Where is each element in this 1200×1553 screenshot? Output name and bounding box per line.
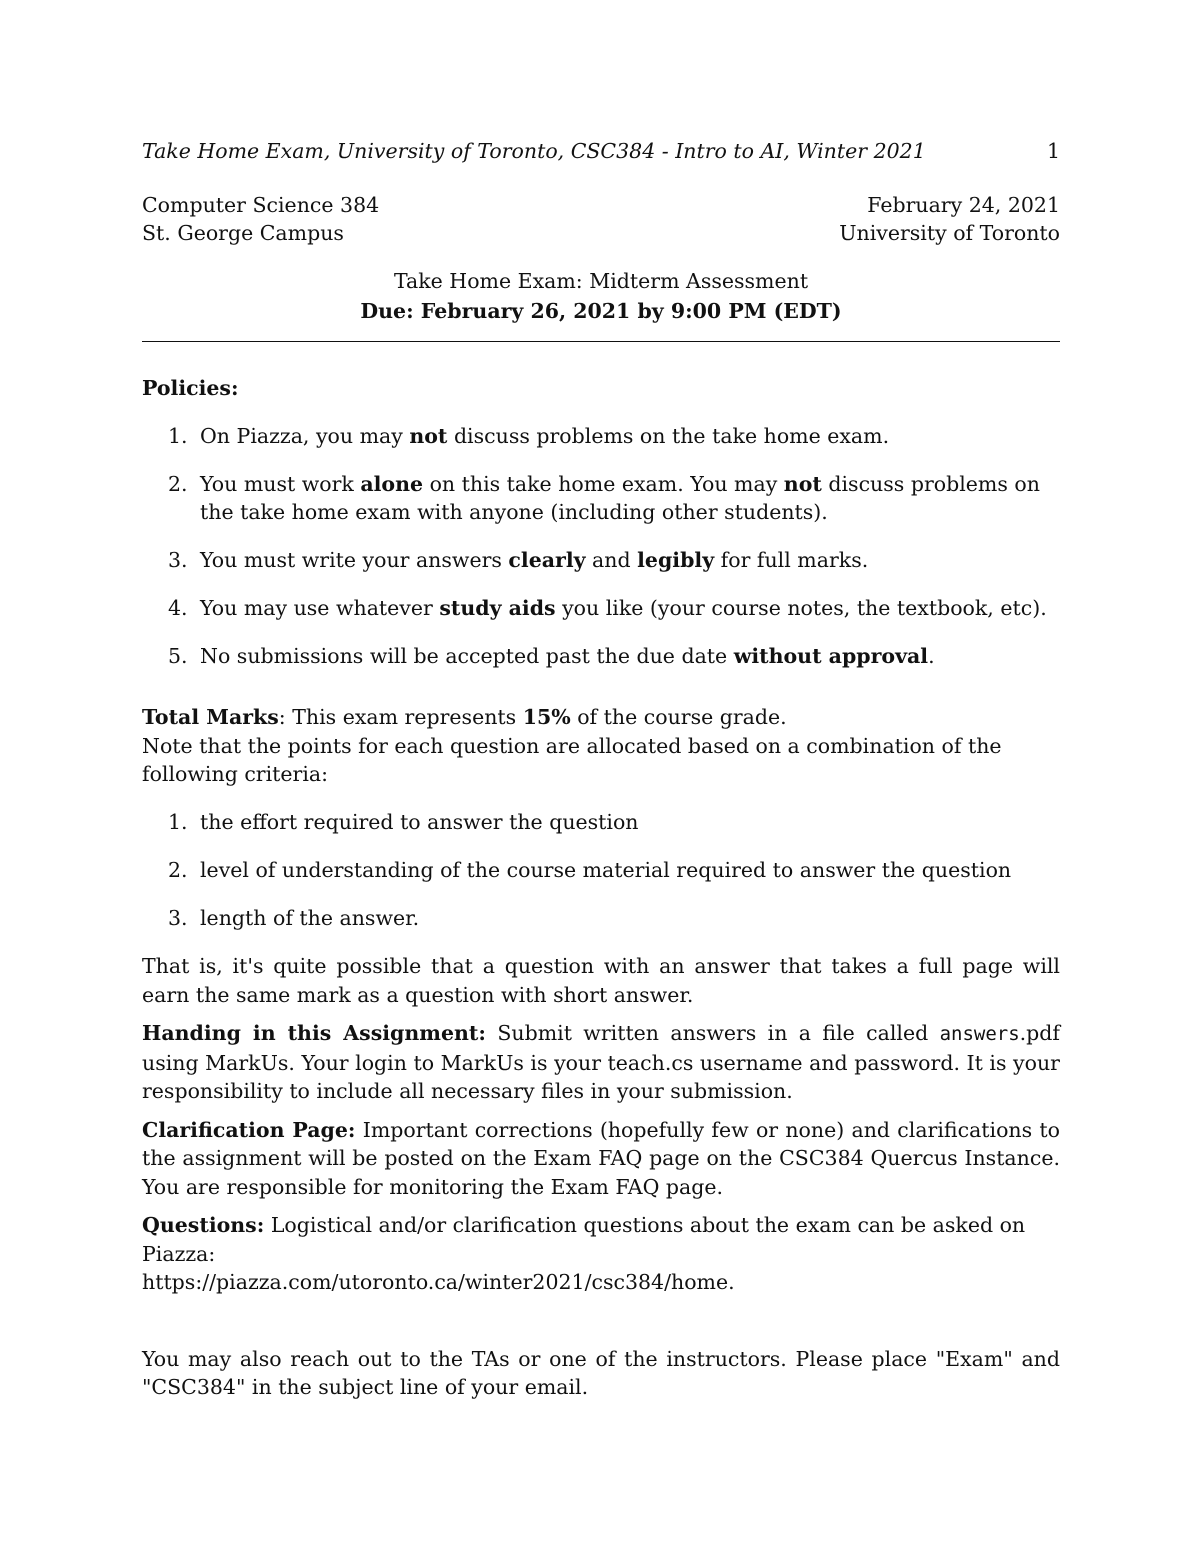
running-head: [142, 137, 1060, 166]
clarification-paragraph: Clarification Page: Important corrections (hopefully few or none) and clarifications to the assignment will be posted on the Exam FAQ page on the CSC384 Quercus Instance. You are responsible for monitoring the Exam FAQ page.: [142, 1117, 1060, 1199]
running-head-title: Take Home Exam, University of Toronto, CSC384 - Intro to AI, Winter 2021: [142, 139, 926, 163]
list-item: 3. You must write your answers clearly and legibly for full marks.: [168, 548, 869, 572]
list-item: 4. You may use whatever study aids you like (your course notes, the textbook, etc).: [168, 596, 1047, 620]
university: University of Toronto: [839, 221, 1060, 245]
due-date: Due: February 26, 2021 by 9:00 PM (EDT): [360, 298, 842, 323]
list-item: 1. the effort required to answer the question: [168, 809, 639, 834]
clarification-label: Clarification Page:: [142, 1117, 356, 1142]
answers-filename: answers: [939, 1023, 1020, 1045]
campus: St. George Campus: [142, 221, 344, 245]
total-marks-label: Total Marks: [142, 705, 279, 729]
list-item: 2. You must work alone on this take home exam. You may not discuss problems on the take home exam with anyone (including other students).: [168, 471, 1040, 524]
exam-title: Take Home Exam: Midterm Assessment: [393, 269, 809, 293]
questions-label: Questions:: [142, 1213, 265, 1237]
page-number: 1: [1046, 139, 1060, 163]
title-block: [142, 267, 1060, 325]
that-is-paragraph: That is, it's quite possible that a question with an answer that takes a full page will earn the same mark as a question with short answer.: [142, 954, 1060, 1007]
criteria-note: Note that the points for each question are allocated based on a combination of the following criteria:: [142, 733, 1002, 786]
criteria-list: [142, 808, 1060, 933]
policies-heading: Policies:: [142, 376, 239, 400]
total-marks-section: Total Marks: This exam represents 15% of the course grade. Note that the points for each question are allocated based on a combination of the following criteria: 1. the effort required to answer the question 2. level of understanding of the course material required to answer the question 3. length of the answer.: [142, 703, 1060, 952]
list-item: 5. No submissions will be accepted past the due date without approval.: [168, 644, 935, 668]
course-name: Computer Science 384: [142, 193, 380, 217]
policies-list: [142, 422, 1060, 671]
handing-in-paragraph: Handing in this Assignment: Submit written answers in a file called answers.pdf using MarkUs. Your login to MarkUs is your teach.cs username and password. It is your responsibility to include all necessary files in your submission.: [142, 1021, 1060, 1103]
issue-date: February 24, 2021: [867, 193, 1060, 217]
header-row-2: [142, 219, 1060, 248]
grade-percent: 15%: [522, 705, 571, 729]
handing-in-label: Handing in this Assignment:: [142, 1021, 486, 1045]
policies-section: [142, 374, 1060, 690]
title-divider: [142, 341, 1060, 342]
questions-paragraph: Questions: Logistical and/or clarification questions about the exam can be asked on Piazza: https://piazza.com/utoronto.ca/winter2021/csc384/home.: [142, 1213, 1026, 1294]
header-row-1: [142, 191, 1060, 220]
list-item: 3. length of the answer.: [168, 905, 420, 930]
piazza-link[interactable]: https://piazza.com/utoronto.ca/winter2021/csc384/home.: [142, 1270, 735, 1294]
closing-paragraph: You may also reach out to the TAs or one of the instructors. Please place "Exam" and "CSC384" in the subject line of your email.: [142, 1346, 1060, 1399]
list-item: 2. level of understanding of the course material required to answer the question: [168, 857, 1012, 882]
list-item: 1. On Piazza, you may not discuss problems on the take home exam.: [168, 423, 890, 448]
body-section: [142, 952, 1060, 1412]
